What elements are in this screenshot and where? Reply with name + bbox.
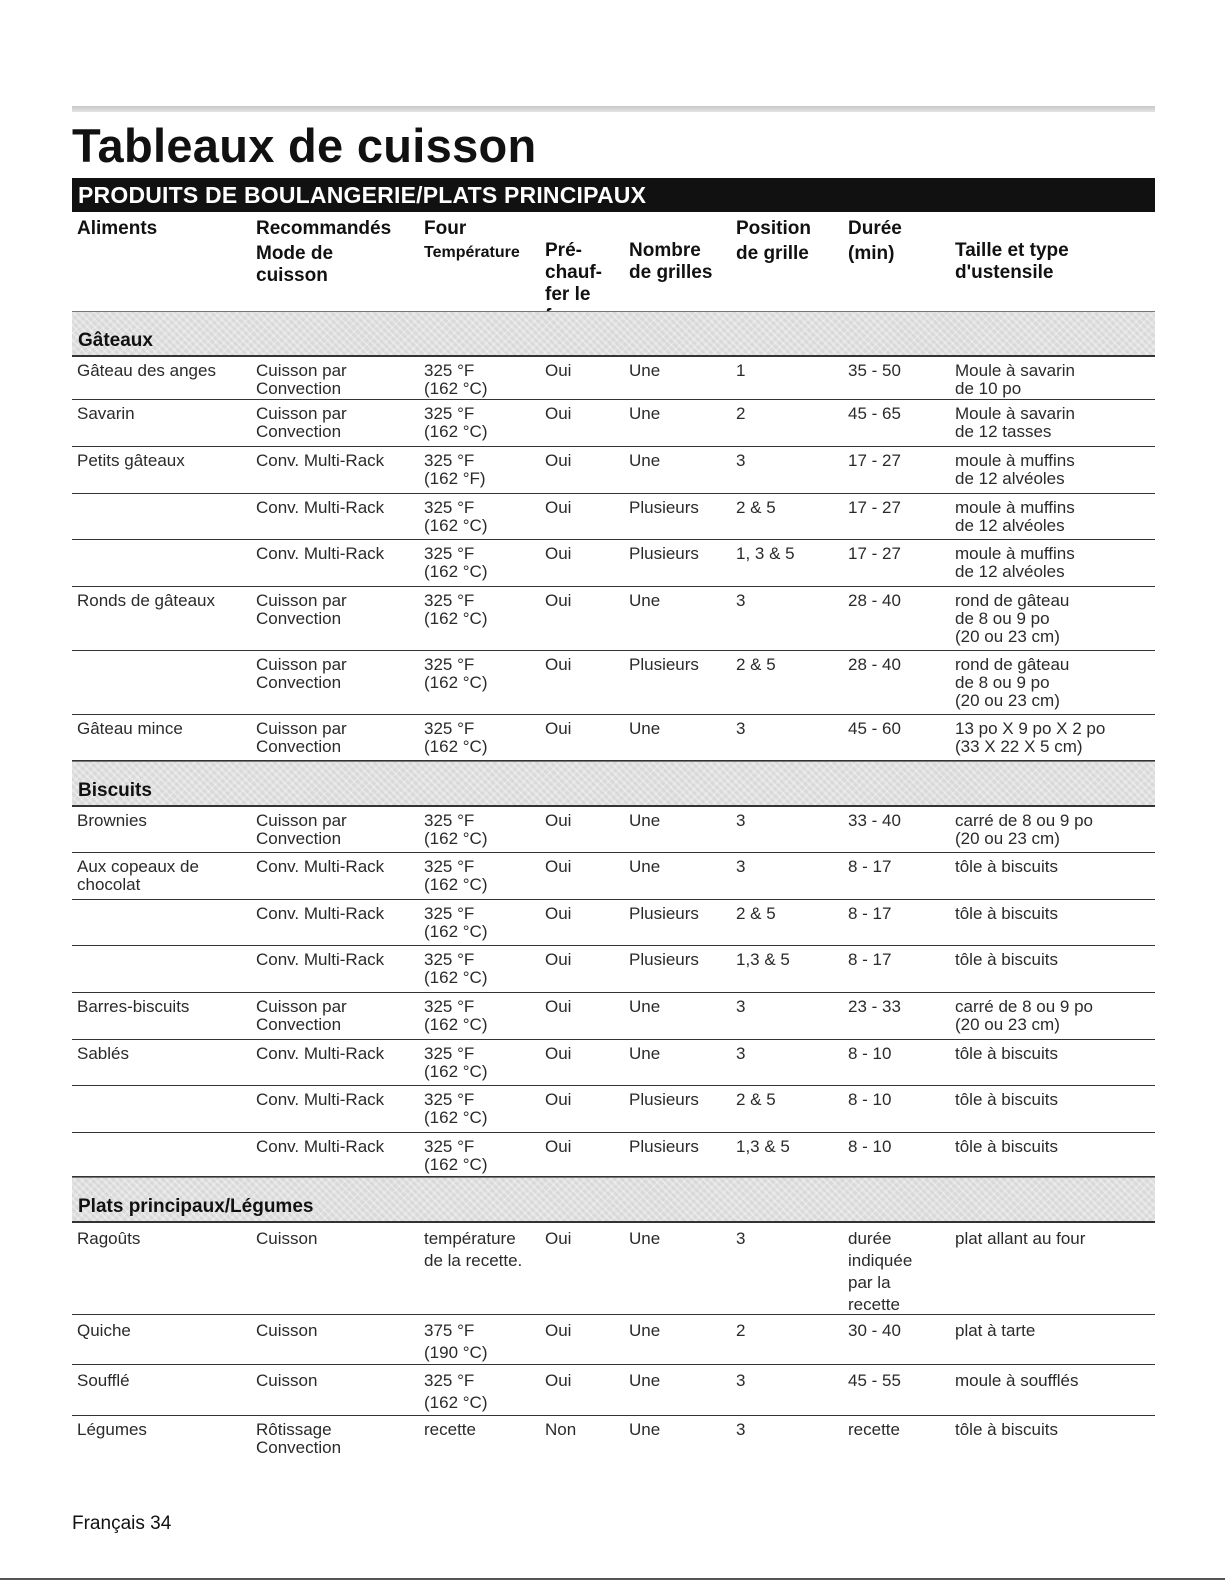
cell-duree: 8 - 17 [848, 857, 892, 876]
cell-position: 3 [736, 1420, 746, 1439]
cell-temperature: 325 °F (162 °C) [424, 498, 488, 535]
bottom-rule [0, 1578, 1225, 1580]
cell-nombre-grilles: Une [629, 857, 661, 876]
cell-prechauffer: Oui [545, 997, 572, 1016]
cell-duree: 30 - 40 [848, 1321, 901, 1340]
cell-ustensile: tôle à biscuits [955, 857, 1058, 876]
cell-ustensile: moule à muffins de 12 alvéoles [955, 498, 1075, 535]
cell-position: 2 & 5 [736, 498, 776, 517]
cell-mode: Conv. Multi-Rack [256, 904, 385, 923]
cell-duree: 8 - 10 [848, 1090, 892, 1109]
col-header-label: Pré- chauf- fer le [545, 240, 602, 305]
cell-mode: Rôtissage Convection [256, 1420, 342, 1457]
cell-mode: Conv. Multi-Rack [256, 544, 385, 563]
cell-temperature: 325 °F (162 °C) [424, 1137, 488, 1174]
cell-prechauffer: Oui [545, 1044, 572, 1063]
cell-prechauffer: Non [545, 1420, 577, 1439]
cell-mode: Conv. Multi-Rack [256, 857, 385, 876]
cell-position: 1, 3 & 5 [736, 544, 795, 563]
cell-temperature: température de la recette. [424, 1229, 523, 1270]
section-title: Plats principaux/Légumes [78, 1196, 314, 1217]
cell-prechauffer: Oui [545, 544, 572, 563]
cell-aliment: Savarin [77, 404, 135, 423]
cell-position: 3 [736, 1044, 746, 1063]
cell-nombre-grilles: Une [629, 591, 661, 610]
cell-temperature: 325 °F (162 °C) [424, 904, 488, 941]
cell-position: 3 [736, 1371, 746, 1390]
cell-duree: 8 - 17 [848, 904, 892, 923]
cell-temperature: 325 °F (162 °C) [424, 1371, 488, 1412]
cell-duree: 17 - 27 [848, 498, 901, 517]
cell-nombre-grilles: Une [629, 1420, 661, 1439]
col-header-label: Aliments [77, 218, 158, 239]
cell-duree: 33 - 40 [848, 811, 901, 830]
cell-ustensile: moule à muffins de 12 alvéoles [955, 451, 1075, 488]
cell-nombre-grilles: Une [629, 811, 661, 830]
cell-aliment: Soufflé [77, 1371, 130, 1390]
cell-aliment: Barres-biscuits [77, 997, 190, 1016]
table-row [72, 807, 1155, 853]
section-header [72, 1177, 1155, 1223]
table-row [72, 715, 1155, 761]
cell-prechauffer: Oui [545, 655, 572, 674]
cell-aliment: Ragoûts [77, 1229, 141, 1248]
cell-nombre-grilles: Une [629, 1371, 661, 1390]
cell-ustensile: moule à soufflés [955, 1371, 1079, 1390]
cell-mode: Conv. Multi-Rack [256, 950, 385, 969]
table-row [72, 540, 1155, 587]
cell-position: 1,3 & 5 [736, 950, 790, 969]
cell-position: 2 [736, 404, 746, 423]
cell-temperature: 325 °F (162 °C) [424, 361, 488, 398]
table-row [72, 1133, 1155, 1177]
cell-nombre-grilles: Une [629, 1044, 661, 1063]
cell-position: 3 [736, 811, 746, 830]
cell-nombre-grilles: Plusieurs [629, 1090, 699, 1109]
cell-aliment: Gâteau mince [77, 719, 183, 738]
table-row [72, 1040, 1155, 1086]
table-banner: PRODUITS DE BOULANGERIE/PLATS PRINCIPAUX [72, 178, 1155, 212]
col-header-sublabel: Mode de cuisson [256, 243, 334, 286]
table-row [72, 400, 1155, 447]
col-header-label: Position [736, 218, 811, 239]
cell-nombre-grilles: Plusieurs [629, 950, 699, 969]
cell-mode: Conv. Multi-Rack [256, 1044, 385, 1063]
cell-nombre-grilles: Plusieurs [629, 655, 699, 674]
cell-ustensile: tôle à biscuits [955, 950, 1058, 969]
section-header [72, 761, 1155, 807]
cell-nombre-grilles: Une [629, 997, 661, 1016]
table-row [72, 946, 1155, 993]
cell-ustensile: tôle à biscuits [955, 904, 1058, 923]
cell-ustensile: 13 po X 9 po X 2 po (33 X 22 X 5 cm) [955, 719, 1106, 756]
cell-temperature: 325 °F (162 °F) [424, 451, 486, 488]
cell-mode: Conv. Multi-Rack [256, 498, 385, 517]
cell-position: 3 [736, 591, 746, 610]
column-header-row [72, 216, 1155, 312]
cell-position: 3 [736, 857, 746, 876]
col-header-sublabel: Température [424, 244, 520, 261]
col-header-duree [848, 218, 902, 265]
table-row [72, 1223, 1155, 1315]
cell-duree: 17 - 27 [848, 544, 901, 563]
cell-temperature: 325 °F (162 °C) [424, 655, 488, 692]
cell-prechauffer: Oui [545, 719, 572, 738]
cell-temperature: 325 °F (162 °C) [424, 857, 488, 894]
cell-ustensile: moule à muffins de 12 alvéoles [955, 544, 1075, 581]
cell-prechauffer: Oui [545, 1090, 572, 1109]
cell-nombre-grilles: Une [629, 361, 661, 380]
table-row [72, 853, 1155, 900]
cell-prechauffer: Oui [545, 904, 572, 923]
cell-mode: Cuisson [256, 1321, 318, 1340]
cell-nombre-grilles: Une [629, 719, 661, 738]
cell-mode: Cuisson par Convection [256, 591, 347, 628]
table-row [72, 993, 1155, 1040]
cell-mode: Cuisson [256, 1229, 318, 1248]
col-header-four [424, 218, 520, 264]
cell-mode: Cuisson par Convection [256, 655, 347, 692]
table-row [72, 651, 1155, 715]
table-row [72, 447, 1155, 494]
col-header-label: Nombre de grilles [629, 240, 713, 283]
col-header-label: Recommandés [256, 218, 392, 239]
table-row [72, 1086, 1155, 1133]
table-row [72, 1315, 1155, 1365]
page-footer: Français 34 [72, 1513, 172, 1534]
cell-aliment: Sablés [77, 1044, 129, 1063]
top-rule [72, 106, 1155, 112]
cell-duree: 23 - 33 [848, 997, 901, 1016]
cell-aliment: Ronds de gâteaux [77, 591, 215, 610]
cell-nombre-grilles: Plusieurs [629, 498, 699, 517]
cell-temperature: 325 °F (162 °C) [424, 1090, 488, 1127]
col-header-label: Durée [848, 218, 902, 239]
cell-mode: Conv. Multi-Rack [256, 1137, 385, 1156]
cell-mode: Cuisson par Convection [256, 811, 347, 848]
table-row [72, 357, 1155, 400]
cell-temperature: 325 °F (162 °C) [424, 1044, 488, 1081]
cell-temperature: 325 °F (162 °C) [424, 591, 488, 628]
cell-position: 2 [736, 1321, 746, 1340]
cell-prechauffer: Oui [545, 1137, 572, 1156]
cell-ustensile: tôle à biscuits [955, 1090, 1058, 1109]
cell-duree: 17 - 27 [848, 451, 901, 470]
section-title: Gâteaux [78, 330, 153, 351]
cell-nombre-grilles: Plusieurs [629, 904, 699, 923]
cell-mode: Conv. Multi-Rack [256, 451, 385, 470]
col-header-position [736, 218, 811, 265]
cell-position: 2 & 5 [736, 1090, 776, 1109]
cell-duree: durée indiquée par la recette [848, 1229, 913, 1314]
cell-position: 2 & 5 [736, 655, 776, 674]
table-row [72, 1416, 1155, 1476]
cell-position: 1,3 & 5 [736, 1137, 790, 1156]
cell-nombre-grilles: Une [629, 1321, 661, 1340]
cell-position: 3 [736, 1229, 746, 1248]
cell-temperature: 375 °F (190 °C) [424, 1321, 488, 1362]
cell-duree: 28 - 40 [848, 655, 901, 674]
cell-temperature: 325 °F (162 °C) [424, 544, 488, 581]
cell-duree: 45 - 55 [848, 1371, 901, 1390]
cell-ustensile: tôle à biscuits [955, 1137, 1058, 1156]
cell-temperature: 325 °F (162 °C) [424, 719, 488, 756]
col-header-mode [256, 218, 391, 287]
col-header-aliments [77, 218, 157, 240]
cell-mode: Cuisson par Convection [256, 719, 347, 756]
cell-prechauffer: Oui [545, 811, 572, 830]
cell-duree: 28 - 40 [848, 591, 901, 610]
cell-aliment: Légumes [77, 1420, 147, 1439]
col-header-nombre-grilles [629, 218, 712, 306]
cell-prechauffer: Oui [545, 1229, 572, 1248]
cell-aliment: Brownies [77, 811, 147, 830]
cell-position: 2 & 5 [736, 904, 776, 923]
table-row [72, 587, 1155, 651]
cell-prechauffer: Oui [545, 451, 572, 470]
cell-ustensile: carré de 8 ou 9 po (20 ou 23 cm) [955, 997, 1093, 1034]
cell-prechauffer: Oui [545, 1371, 572, 1390]
cell-prechauffer: Oui [545, 950, 572, 969]
cell-nombre-grilles: Une [629, 1229, 661, 1248]
cell-ustensile: tôle à biscuits [955, 1044, 1058, 1063]
cell-nombre-grilles: Une [629, 404, 661, 423]
cell-ustensile: carré de 8 ou 9 po (20 ou 23 cm) [955, 811, 1093, 848]
cell-duree: 35 - 50 [848, 361, 901, 380]
cell-duree: recette [848, 1420, 900, 1439]
cell-ustensile: rond de gâteau de 8 ou 9 po (20 ou 23 cm) [955, 591, 1070, 646]
cell-duree: 8 - 17 [848, 950, 892, 969]
cell-mode: Conv. Multi-Rack [256, 1090, 385, 1109]
cell-aliment: Aux copeaux de chocolat [77, 857, 199, 894]
col-header-label: Taille et type d'ustensile [955, 240, 1069, 283]
section-header [72, 311, 1155, 357]
cell-temperature: 325 °F (162 °C) [424, 950, 488, 987]
cell-position: 3 [736, 997, 746, 1016]
cell-nombre-grilles: Plusieurs [629, 1137, 699, 1156]
cell-prechauffer: Oui [545, 404, 572, 423]
table-row [72, 1365, 1155, 1416]
cell-temperature: recette [424, 1420, 476, 1439]
cell-prechauffer: Oui [545, 498, 572, 517]
cell-ustensile: rond de gâteau de 8 ou 9 po (20 ou 23 cm) [955, 655, 1070, 710]
cell-temperature: 325 °F (162 °C) [424, 811, 488, 848]
cell-prechauffer: Oui [545, 591, 572, 610]
cell-duree: 8 - 10 [848, 1044, 892, 1063]
cell-prechauffer: Oui [545, 361, 572, 380]
cell-aliment: Gâteau des anges [77, 361, 216, 380]
cell-ustensile: plat allant au four [955, 1229, 1086, 1248]
cell-mode: Cuisson par Convection [256, 404, 347, 441]
cell-temperature: 325 °F (162 °C) [424, 997, 488, 1034]
cell-prechauffer: Oui [545, 857, 572, 876]
col-header-label: Four [424, 218, 467, 239]
cell-position: 1 [736, 361, 746, 380]
cell-aliment: Quiche [77, 1321, 131, 1340]
col-header-sublabel: (min) [848, 243, 895, 264]
cell-prechauffer: Oui [545, 1321, 572, 1340]
cell-mode: Cuisson par Convection [256, 997, 347, 1034]
cell-aliment: Petits gâteaux [77, 451, 185, 470]
cell-ustensile: Moule à savarin de 12 tasses [955, 404, 1076, 441]
cell-temperature: 325 °F (162 °C) [424, 404, 488, 441]
page-title: Tableaux de cuisson [72, 119, 537, 172]
section-title: Biscuits [78, 780, 152, 801]
table-row [72, 900, 1155, 946]
col-header-sublabel: de grille [736, 243, 809, 264]
table-row [72, 494, 1155, 540]
col-header-ustensile [955, 218, 1069, 306]
cell-nombre-grilles: Une [629, 451, 661, 470]
cell-mode: Cuisson [256, 1371, 318, 1390]
cell-duree: 45 - 60 [848, 719, 901, 738]
cell-ustensile: Moule à savarin de 10 po [955, 361, 1076, 398]
cell-duree: 45 - 65 [848, 404, 901, 423]
cell-ustensile: tôle à biscuits [955, 1420, 1058, 1439]
cell-position: 3 [736, 451, 746, 470]
cell-duree: 8 - 10 [848, 1137, 892, 1156]
cell-ustensile: plat à tarte [955, 1321, 1036, 1340]
cell-nombre-grilles: Plusieurs [629, 544, 699, 563]
cell-position: 3 [736, 719, 746, 738]
cell-mode: Cuisson par Convection [256, 361, 347, 398]
